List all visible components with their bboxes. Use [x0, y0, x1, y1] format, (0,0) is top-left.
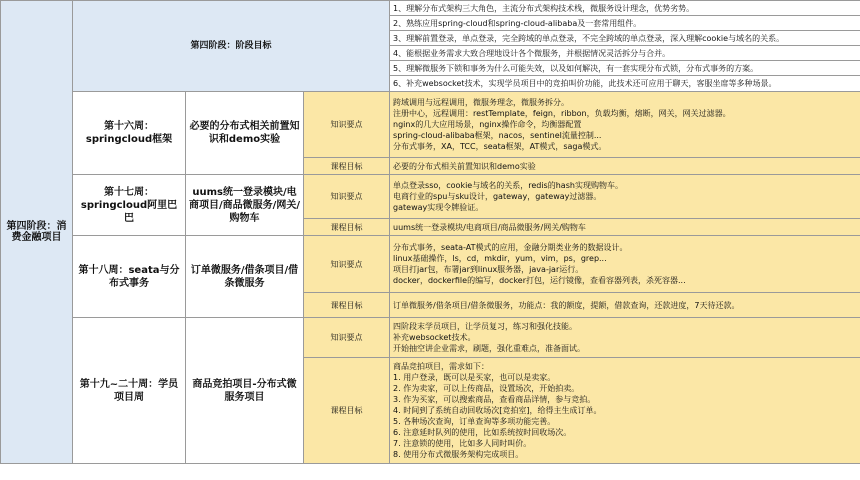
week-17-knowledge	[390, 175, 860, 219]
knowledge-line: 补充websocket技术。	[393, 333, 476, 342]
week-17-title: 第十七周：springcloud阿里巴巴	[73, 175, 186, 236]
knowledge-line: docker，dockerfile的编写，docker打包，运行镜像，查看容器列表，杀死容器...	[393, 276, 686, 285]
goal-line: 6. 注意延时队列的使用，比如系统按时回收场次。	[393, 428, 572, 437]
knowledge-label: 知识要点	[304, 175, 390, 219]
stage-goal-item: 3、理解前置登录，单点登录，完全跨域的单点登录，不完全跨域的单点登录，深入理解cookie与域名的关系。	[390, 31, 860, 46]
knowledge-line: 分布式事务，seata-AT模式的应用，金融分期类业务的数据设计。	[393, 243, 628, 252]
stage-goal-item: 4、能根据业务需求大致合理地设计各个微服务，并根据情况灵活拆分与合并。	[390, 46, 860, 61]
stage-goal-item: 6、补充websocket技术，实现学员项目中的竞拍叫价功能，此技术还可应用于聊天，客服坐席等多种场景。	[390, 76, 860, 92]
knowledge-line: 注册中心，远程调用：restTemplate，feign，ribbon，负载均衡，熔断，网关，网关过滤器。	[393, 109, 731, 118]
week-18-topic: 订单微服务/借条项目/借条微服务	[186, 236, 304, 318]
goal-line: 2. 作为卖家，可以上传商品，设置场次，开始拍卖。	[393, 384, 580, 393]
week-16-title: 第十六周：springcloud框架	[73, 92, 186, 175]
knowledge-line: gateway实现令牌验证。	[393, 203, 484, 212]
week-16-goal: 必要的分布式相关前置知识和demo实验	[390, 158, 860, 175]
knowledge-label: 知识要点	[304, 318, 390, 358]
week-16-knowledge	[390, 92, 860, 158]
goal-line: 商品竞拍项目，需求如下：	[393, 362, 490, 371]
knowledge-line: 单点登录sso，cookie与域名的关系，redis的hash实现购物车。	[393, 181, 623, 190]
stage-goal-item: 2、熟练应用spring-cloud和spring-cloud-alibaba及一套常用组件。	[390, 16, 860, 31]
week-19-20-title: 第十九~二十周：学员项目周	[73, 318, 186, 464]
week-18-goal: 订单微服务/借条项目/借条微服务，功能点：我的额度，提额，借款查询，还款进度，7天待还款。	[390, 293, 860, 318]
knowledge-label: 知识要点	[304, 92, 390, 158]
course-goal-label: 课程目标	[304, 358, 390, 464]
knowledge-line: 项目打jar包，布署jar到linux服务器，java-jar运行。	[393, 265, 584, 274]
knowledge-line: nginx的几大应用场景，nginx操作命令，均衡器配置	[393, 120, 582, 129]
stage-goal-item: 5、理解微服务下锁和事务为什么可能失效，以及如何解决，有一套实现分布式锁，分布式事务的方案。	[390, 61, 860, 76]
goal-line: 8. 使用分布式微服务架构完成项目。	[393, 450, 524, 459]
goal-line: 1. 用户登录，既可以是买家，也可以是卖家。	[393, 373, 556, 382]
knowledge-line: 四阶段末学员项目，让学员复习，练习和强化技能。	[393, 322, 578, 331]
course-goal-label: 课程目标	[304, 219, 390, 236]
knowledge-line: 分布式事务，XA，TCC，seata框架，AT模式，saga模式。	[393, 142, 607, 151]
knowledge-line: spring-cloud-alibaba框架，nacos，sentinel流量控制...	[393, 131, 602, 140]
knowledge-line: 电商行业的spu与sku设计，gateway，gateway过滤器。	[393, 192, 602, 201]
week-17-goal: uums统一登录模块/电商项目/商品微服务/网关/购物车	[390, 219, 860, 236]
goal-line: 7. 注意锁的使用，比如多人同时叫价。	[393, 439, 532, 448]
goal-line: 5. 各种场次查询，订单查询等多项功能完善。	[393, 417, 556, 426]
stage-goals-title: 第四阶段：阶段目标	[73, 1, 390, 92]
knowledge-line: linux基础操作，ls，cd，mkdir，yum，vim，ps，grep...	[393, 254, 607, 263]
week-17-topic: uums统一登录模块/电商项目/商品微服务/网关/购物车	[186, 175, 304, 236]
week-18-knowledge	[390, 236, 860, 293]
week-19-20-topic: 商品竞拍项目-分布式微服务项目	[186, 318, 304, 464]
goal-line: 3. 作为买家，可以搜索商品，查看商品详情，参与竞拍。	[393, 395, 596, 404]
stage-goal-item: 1、理解分布式架构三大角色，主流分布式架构技术栈，微服务设计理念，优势劣势。	[390, 1, 860, 16]
course-goal-label: 课程目标	[304, 293, 390, 318]
week-18-title: 第十八周：seata与分布式事务	[73, 236, 186, 318]
knowledge-label: 知识要点	[304, 236, 390, 293]
week-16-topic: 必要的分布式相关前置知识和demo实验	[186, 92, 304, 175]
week-19-20-knowledge	[390, 318, 860, 358]
week-19-20-goal	[390, 358, 860, 464]
knowledge-line: 跨域调用与远程调用，微服务理念，微服务拆分。	[393, 98, 570, 107]
course-goal-label: 课程目标	[304, 158, 390, 175]
stage-title: 第四阶段：消费金融项目	[1, 1, 73, 464]
knowledge-line: 开始抽空讲企业需求，刷题，强化重难点，准备面试。	[393, 344, 586, 353]
goal-line: 4. 时间到了系统自动回收场次[竞拍室]，给得主生成订单。	[393, 406, 602, 415]
